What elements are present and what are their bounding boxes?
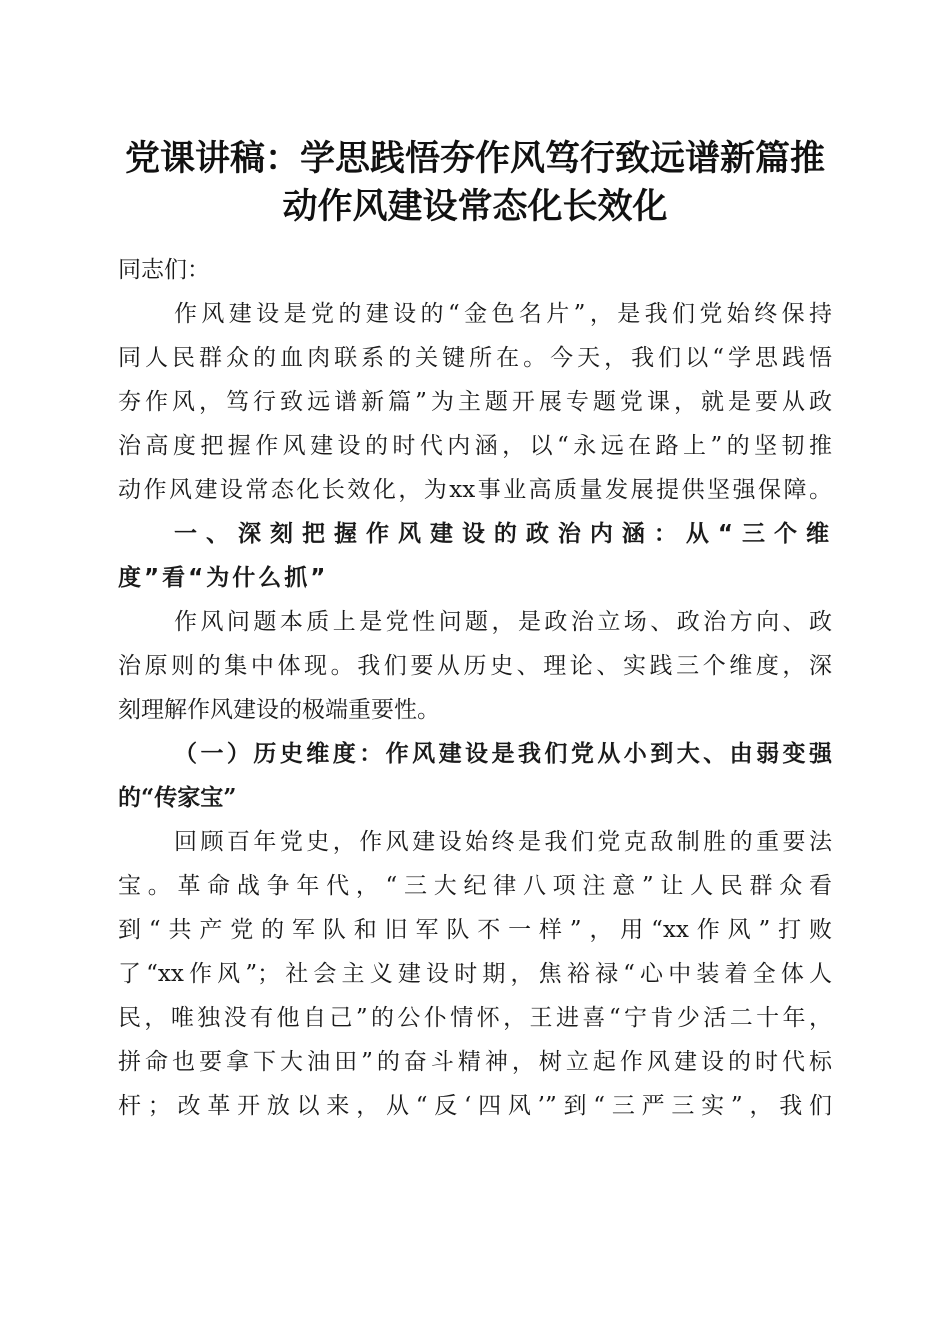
paragraph-line: 到“共产党的军队和旧军队不一样”，用“xx作风”打败 (118, 917, 832, 943)
paragraph-line: 动作风建设常态化长效化，为xx事业高质量发展提供坚强保障。 (118, 477, 832, 503)
paragraph-line: 回顾百年党史，作风建设始终是我们党克敌制胜的重要法 (174, 829, 832, 855)
heading-line: 度”看“为什么抓” (118, 565, 329, 591)
paragraph-history (118, 820, 832, 1128)
paragraph-line: 同人民群众的血肉联系的关键所在。今天，我们以“学思践悟 (118, 345, 832, 371)
paragraph-line: 夯作风，笃行致远谱新篇”为主题开展专题党课，就是要从政 (118, 389, 832, 415)
paragraph-intro (118, 292, 832, 512)
section-1-heading (118, 512, 832, 600)
paragraph-line: 刻理解作风建设的极端重要性。 (118, 697, 440, 723)
document-title-line-1: 党课讲稿：学思践悟夯作风笃行致远谱新篇推 (124, 139, 825, 179)
paragraph-line: 宝。革命战争年代，“三大纪律八项注意”让人民群众看 (118, 873, 832, 899)
document-body (118, 248, 832, 1128)
salutation: 同志们： (118, 257, 210, 283)
paragraph-line: 治原则的集中体现。我们要从历史、理论、实践三个维度，深 (118, 653, 832, 679)
paragraph-line: 了“xx作风”；社会主义建设时期，焦裕禄“心中装着全体人 (118, 961, 832, 987)
paragraph-line: 拼命也要拿下大油田”的奋斗精神，树立起作风建设的时代标 (118, 1049, 832, 1075)
heading-line: 一、深刻把握作风建设的政治内涵：从“三个维 (174, 521, 832, 547)
paragraph-line: 作风建设是党的建设的“金色名片”，是我们党始终保持 (174, 301, 832, 327)
paragraph-line: 杆；改革开放以来，从“反‘四风’”到“三严三实”，我们 (118, 1093, 832, 1119)
subsection-1-heading (118, 732, 832, 820)
document-title-line-2: 动作风建设常态化长效化 (282, 187, 668, 227)
subheading-line: （一）历史维度：作风建设是我们党从小到大、由弱变强 (174, 740, 832, 767)
paragraph-section-1 (118, 600, 832, 732)
subheading-line: 的“传家宝” (118, 784, 237, 811)
paragraph-line: 民，唯独没有他自己”的公仆情怀，王进喜“宁肯少活二十年， (118, 1005, 832, 1031)
paragraph-line: 作风问题本质上是党性问题，是政治立场、政治方向、政 (174, 609, 832, 635)
paragraph-line: 治高度把握作风建设的时代内涵，以“永远在路上”的坚韧推 (118, 433, 832, 459)
